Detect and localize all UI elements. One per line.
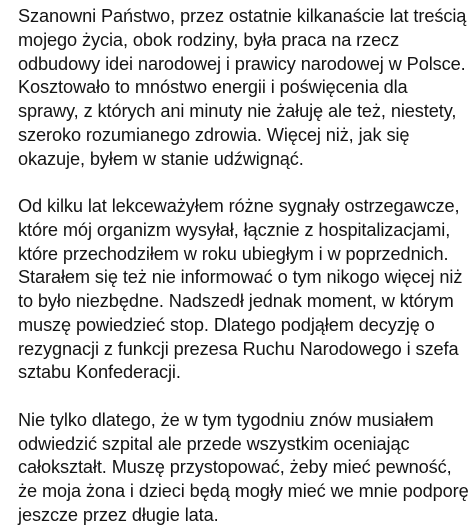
text-line: szeroko rozumianego zdrowia. Więcej niż, jak się bbox=[18, 124, 410, 145]
paragraph-1 bbox=[18, 5, 466, 171]
text-line: Nie tylko dlatego, że w tym tygodniu znów musiałem bbox=[18, 409, 434, 430]
text-line: które mój organizm wysyłał, łącznie z hospitalizacjami, bbox=[18, 219, 451, 240]
paragraph-3 bbox=[18, 409, 469, 528]
text-line: Kosztowało to mnóstwo energii i poświęcenia dla bbox=[18, 77, 408, 98]
text-line: sprawy, z których ani minuty nie żałuję ale też, niestety, bbox=[18, 101, 457, 121]
text-line: Szanowni Państwo, przez ostatnie kilkanaście lat treścią bbox=[18, 6, 467, 26]
text-line: odbudowy idei narodowej i prawicy narodowej w Polsce. bbox=[18, 53, 466, 74]
paragraph-2 bbox=[18, 195, 466, 385]
post-text bbox=[18, 5, 469, 528]
text-line: sztabu Konfederacji. bbox=[18, 362, 181, 383]
text-line: okazuje, byłem w stanie udźwignąć. bbox=[18, 148, 304, 169]
text-line: rezygnacji z funkcji prezesa Ruchu Narodowego i szefa bbox=[18, 338, 459, 359]
text-line: całokształt. Muszę przystopować, żeby mieć pewność, bbox=[18, 457, 452, 478]
text-line: to było niezbędne. Nadszedł jednak moment, w którym bbox=[18, 291, 454, 311]
paragraph-spacer bbox=[18, 171, 466, 195]
text-line: odwiedzić szpital ale przede wszystkim oceniając bbox=[18, 433, 410, 454]
text-line: jeszcze przez długie lata. bbox=[18, 504, 219, 525]
text-line: które przechodziłem w roku ubiegłym i w poprzednich. bbox=[18, 243, 449, 264]
paragraph-spacer bbox=[18, 385, 466, 409]
text-line: Od kilku lat lekceważyłem różne sygnały ostrzegawcze, bbox=[18, 196, 460, 216]
text-line: Starałem się też nie informować o tym nikogo więcej niż bbox=[18, 267, 463, 288]
text-line: że moja żona i dzieci będą mogły mieć we mnie podporę bbox=[18, 481, 469, 501]
text-line: mojego życia, obok rodziny, była praca na rzecz bbox=[18, 29, 400, 50]
text-line: muszę powiedzieć stop. Dlatego podjąłem decyzję o bbox=[18, 314, 435, 335]
